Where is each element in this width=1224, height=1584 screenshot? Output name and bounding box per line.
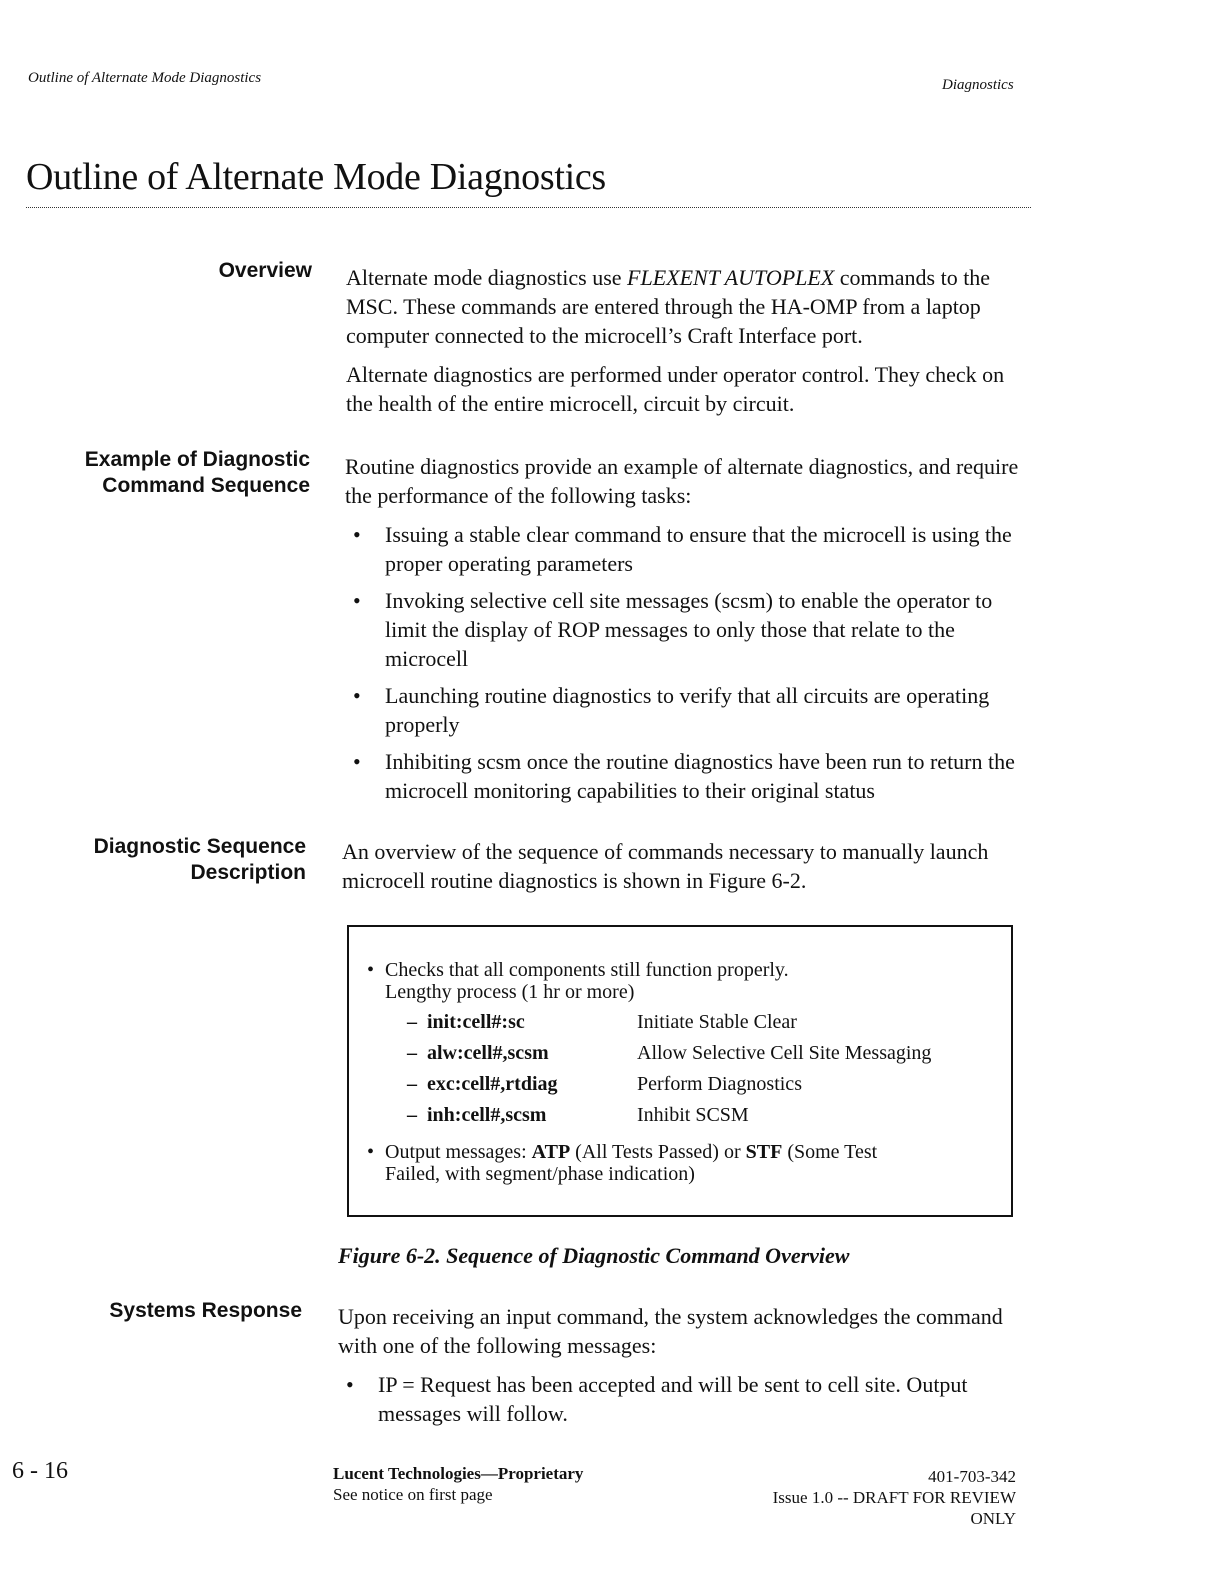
list-item: • Launching routine diagnostics to verify that all circuits are operating properly [345,681,1025,739]
overview-paragraph-1: Alternate mode diagnostics use FLEXENT AUTOPLEX commands to the MSC. These commands are entered through the HA-OMP from a laptop computer connected to the microcell’s Craft Interface port. [346,265,991,348]
figure-caption: Figure 6-2. Sequence of Diagnostic Command Overview [338,1243,850,1268]
footer-right [700,1466,1016,1529]
product-name: FLEXENT AUTOPLEX [627,265,835,290]
systems-response-text [338,1302,1018,1436]
example-text [345,452,1025,813]
figure-bullet-checks: • Checks that all components still function properly. Lengthy process (1 hr or more) [367,959,789,1003]
systems-response-intro: Upon receiving an input command, the system acknowledges the command with one of the following messages: [338,1304,1003,1358]
running-header-left: Outline of Alternate Mode Diagnostics [28,70,262,86]
page-number: 6 - 16 [12,1458,68,1484]
page-title: Outline of Alternate Mode Diagnostics [26,156,606,198]
list-item: • Invoking selective cell site messages (scsm) to enable the operator to limit the display of ROP messages to only those that relate to the microcell [345,586,1025,673]
figure-bullet-output: • Output messages: ATP (All Tests Passed) or STF (Some Test Failed, with segment/phase indication) [367,1141,878,1185]
example-intro: Routine diagnostics provide an example of alternate diagnostics, and require the performance of the following tasks: [345,454,1019,508]
command-code: exc:cell#,rtdiag [427,1073,558,1095]
command-row: – exc:cell#,rtdiag Perform Diagnostics [407,1073,802,1095]
command-row: – alw:cell#,scsm Allow Selective Cell Site Messaging [407,1042,932,1064]
sequence-label: Diagnostic Sequence Description [93,835,306,884]
command-code: init:cell#:sc [427,1011,525,1033]
footer-issue: Issue 1.0 -- DRAFT FOR REVIEW [772,1488,1016,1507]
stf-code: STF [745,1141,783,1163]
example-label: Example of Diagnostic Command Sequence [84,448,310,497]
command-description: Perform Diagnostics [637,1073,802,1095]
footer-notice: See notice on first page [333,1485,493,1504]
figure-box [347,925,1013,1217]
command-description: Allow Selective Cell Site Messaging [637,1042,932,1064]
footer-center [333,1463,583,1505]
overview-paragraph-2: Alternate diagnostics are performed under operator control. They check on the health of the entire microcell, circuit by circuit. [346,362,1005,416]
overview-label: Overview [218,259,312,282]
systems-response-label: Systems Response [109,1299,302,1322]
title-rule [26,207,1031,208]
footer-doc-number: 401-703-342 [928,1467,1016,1486]
list-item: • IP = Request has been accepted and will be sent to cell site. Output messages will follow. [338,1370,1018,1428]
task-list [345,520,1025,805]
command-code: inh:cell#,scsm [427,1104,547,1126]
atp-code: ATP [531,1141,571,1163]
list-item: • Inhibiting scsm once the routine diagnostics have been run to return the microcell monitoring capabilities to their original status [345,747,1025,805]
command-description: Inhibit SCSM [637,1104,749,1126]
response-list [338,1370,1018,1428]
command-description: Initiate Stable Clear [637,1011,797,1033]
command-row: – inh:cell#,scsm Inhibit SCSM [407,1104,749,1126]
command-row: – init:cell#:sc Initiate Stable Clear [407,1011,797,1033]
footer-company: Lucent Technologies—Proprietary [333,1464,584,1483]
command-code: alw:cell#,scsm [427,1042,549,1064]
running-header-right: Diagnostics [942,77,1014,93]
figure-content [367,959,997,1185]
list-item: • Issuing a stable clear command to ensure that the microcell is using the proper operating parameters [345,520,1025,578]
overview-text [346,263,1026,418]
sequence-text: An overview of the sequence of commands necessary to manually launch microcell routine diagnostics is shown in Figure 6-2. [342,839,989,893]
footer-issue-line2: ONLY [970,1509,1016,1528]
command-list [367,1011,997,1135]
